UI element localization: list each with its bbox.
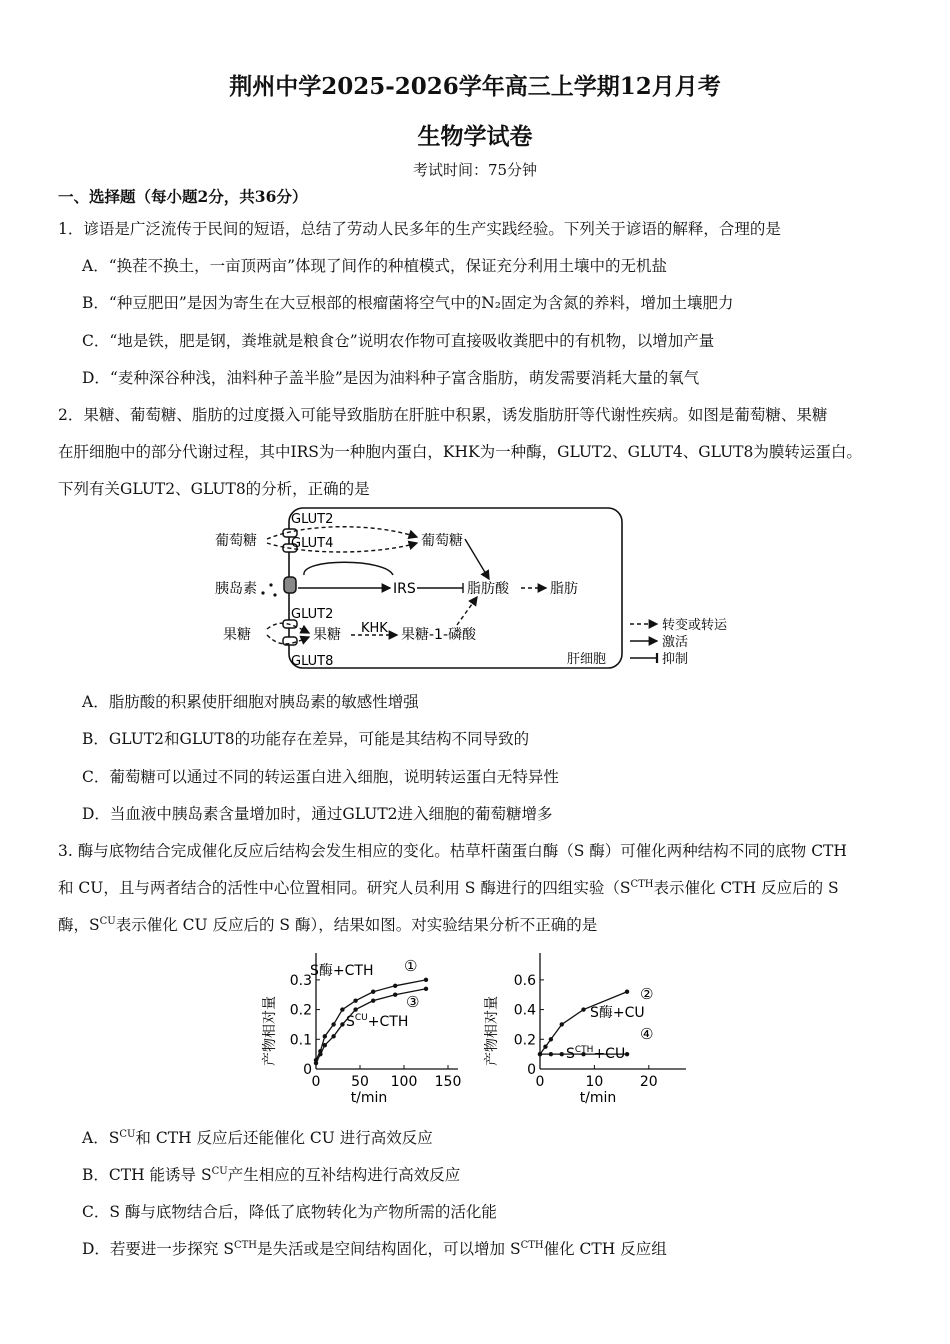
q2-stem-line-1: 2．果糖、葡萄糖、脂肪的过度摄入可能导致脂肪在肝脏中积累，诱发脂肪肝等代谢性疾病。如图是葡萄糖、果糖	[58, 406, 828, 424]
chart1-series-1-point	[424, 978, 428, 982]
diagram-fatty-acid: 脂肪酸	[467, 581, 509, 597]
chart1-series-2-point	[371, 998, 375, 1002]
chart1-curve1-tag: ①	[404, 957, 418, 975]
exam-title: 荆州中学2025-2026学年高三上学期12月月考	[229, 73, 721, 100]
chart1-xlabel: t/min	[350, 1090, 388, 1106]
q2-option-b: B．GLUT2和GLUT8的功能存在差异，可能是其结构不同导致的	[82, 730, 530, 748]
chart1-series-2-point	[331, 1034, 335, 1038]
chart1-curve2-label: $S^{CU}+CTH$	[346, 1013, 409, 1030]
q2-option-d: D．当血液中胰岛素含量增加时，通过GLUT2进入细胞的葡萄糖增多	[82, 805, 553, 823]
chart2-y-tick-label: 0.6	[513, 972, 536, 989]
diagram-fructose-outside: 果糖	[223, 627, 251, 643]
exam-time: 考试时间：75分钟	[412, 161, 538, 179]
q3-stem-line-3: 酶，$S^{CU}$表示催化 CU 反应后的 S 酶），结果如图。对实验结果分析不正确的是	[58, 915, 598, 934]
q1-option-c: C．“地是铁，肥是钢，粪堆就是粮食仓”说明农作物可直接吸收粪肥中的有机物，以增加产量	[82, 332, 715, 350]
chart1-x-tick-label: 100	[390, 1074, 418, 1090]
q3-stem-line-1: 3. 酶与底物结合完成催化反应后结构会发生相应的变化。枯草杆菌蛋白酶（S 酶）可催化两种结构不同的底物 CTH	[58, 842, 847, 860]
q3-option-a: A．$S^{CU}$和 CTH 反应后还能催化 CU 进行高效反应	[82, 1128, 433, 1147]
diagram-f1p: 果糖-1-磷酸	[401, 627, 477, 643]
chart1-y-tick-label: 0	[303, 1062, 312, 1078]
chart2-series-2-point	[549, 1052, 553, 1056]
diagram-liver-cell-label: 肝细胞	[567, 652, 607, 667]
q1-option-a: A．“换茬不换土，一亩顶两亩”体现了间作的种植模式，保证充分利用土壤中的无机盐	[82, 257, 668, 275]
chart1-series-1-point	[371, 990, 375, 994]
q2-option-a: A．脂肪酸的积累使肝细胞对胰岛素的敏感性增强	[82, 693, 419, 711]
chart1-curve2-tag: ③	[406, 993, 420, 1011]
chart2-series-2-point	[560, 1052, 564, 1056]
q1-option-d: D．“麦种深谷种浅，油料种子盖半脸”是因为油料种子富含脂肪，萌发需要消耗大量的氧气	[82, 369, 700, 387]
diagram-irs: IRS	[393, 581, 416, 597]
chart1-y-tick-label: 0.1	[289, 1032, 312, 1049]
chart2-series-2-point	[625, 1052, 629, 1056]
chart2-series-1-point	[560, 1022, 564, 1026]
chart1-series-2-point	[353, 1007, 357, 1011]
chart-cu-reaction	[480, 945, 690, 1110]
q2-option-c: C．葡萄糖可以通过不同的转运蛋白进入细胞，说明转运蛋白无特异性	[82, 768, 559, 786]
chart1-series-2-point	[323, 1043, 327, 1047]
chart1-y-tick-label: 0.3	[289, 972, 312, 989]
diagram-glucose-inside: 葡萄糖	[421, 533, 463, 549]
diagram-glut4: GLUT4	[291, 536, 334, 551]
chart2-x-tick-label: 10	[585, 1074, 604, 1090]
chart2-y-tick-label: 0.2	[513, 1032, 536, 1049]
q3-stem-line-2: 和 CU，且与两者结合的活性中心位置相同。研究人员利用 S 酶进行的四组实验（$S^{CTH}$表示催化 CTH 反应后的 S	[58, 878, 839, 897]
chart1-x-tick-label: 0	[311, 1074, 321, 1090]
subject-title: 生物学试卷	[417, 123, 533, 150]
chart2-curve1-label: S酶+CU	[590, 1005, 645, 1021]
liver-metabolism-diagram	[205, 503, 745, 675]
chart2-y-tick-label: 0	[527, 1062, 536, 1078]
chart2-xlabel: t/min	[579, 1090, 617, 1106]
diagram-fructose-inside: 果糖	[313, 627, 341, 643]
chart-cth-reaction	[258, 945, 468, 1110]
q1-stem: 1．谚语是广泛流传于民间的短语，总结了劳动人民多年的生产实践经验。下列关于谚语的解释，合理的是	[58, 220, 781, 238]
chart1-x-tick-label: 150	[434, 1074, 462, 1090]
diagram-glut8: GLUT8	[291, 654, 334, 669]
chart2-ylabel: 产物相对量	[484, 996, 500, 1066]
q2-stem-line-2: 在肝细胞中的部分代谢过程，其中IRS为一种胞内蛋白，KHK为一种酶，GLUT2、GLUT4、GLUT8为膜转运蛋白。	[58, 443, 862, 461]
chart1-series-1-point	[323, 1034, 327, 1038]
chart2-series-1-point	[543, 1045, 547, 1049]
q3-option-b: B．CTH 能诱导 $S^{CU}$产生相应的互补结构进行高效反应	[82, 1165, 461, 1184]
q2-stem-line-3: 下列有关GLUT2、GLUT8的分析，正确的是	[58, 480, 370, 498]
chart1-series-2-point	[393, 993, 397, 997]
legend-inhibit: 抑制	[662, 652, 689, 667]
chart1-y-tick-label: 0.2	[289, 1002, 312, 1019]
diagram-glucose-outside: 葡萄糖	[215, 533, 257, 549]
chart2-series-1-point	[625, 990, 629, 994]
chart1-ylabel: 产物相对量	[262, 996, 278, 1066]
chart1-series-1-point	[393, 984, 397, 988]
chart2-curve2-tag: ④	[640, 1025, 654, 1043]
chart2-x-tick-label: 20	[639, 1074, 658, 1090]
diagram-insulin: 胰岛素	[215, 581, 257, 597]
diagram-legend	[630, 624, 657, 663]
chart1-series-2-point	[318, 1052, 322, 1056]
chart1-curve1-label: S酶+CTH	[310, 963, 374, 979]
chart2-series-2-point	[538, 1052, 542, 1056]
chart1-series-2-point	[314, 1061, 318, 1065]
chart1-series-1-point	[353, 998, 357, 1002]
diagram-glut2-bottom: GLUT2	[291, 607, 334, 622]
q3-option-c: C．S 酶与底物结合后，降低了底物转化为产物所需的活化能	[82, 1203, 497, 1221]
chart1-series-2-point	[424, 987, 428, 991]
chart2-y-tick-label: 0.4	[513, 1002, 536, 1019]
chart1-series-1-point	[340, 1007, 344, 1011]
chart2-series-1-point	[549, 1037, 553, 1041]
chart2-x-tick-label: 0	[535, 1074, 545, 1090]
q1-option-b: B．“种豆肥田”是因为寄生在大豆根部的根瘤菌将空气中的N₂固定为含氮的养料，增加土壤肥力	[82, 294, 734, 312]
q3-option-d: D．若要进一步探究 $S^{CTH}$是失活或是空间结构固化，可以增加 $S^{CTH}$催化 CTH 反应组	[82, 1239, 667, 1258]
diagram-khk: KHK	[361, 621, 388, 636]
diagram-fat: 脂肪	[550, 581, 578, 597]
diagram-glut2-top: GLUT2	[291, 512, 334, 527]
chart1-series-2-point	[340, 1022, 344, 1026]
section-heading: 一、选择题（每小题2分，共36分）	[58, 187, 308, 206]
chart2-curve2-label: $S^{CTH}+CU$	[566, 1045, 626, 1062]
legend-activate: 激活	[662, 635, 689, 650]
chart1-x-tick-label: 50	[351, 1074, 369, 1090]
legend-transform: 转变或转运	[662, 618, 728, 633]
chart1-series-1-point	[331, 1022, 335, 1026]
chart2-curve1-tag: ②	[640, 985, 654, 1003]
chart2-series-1-point	[581, 1007, 585, 1011]
